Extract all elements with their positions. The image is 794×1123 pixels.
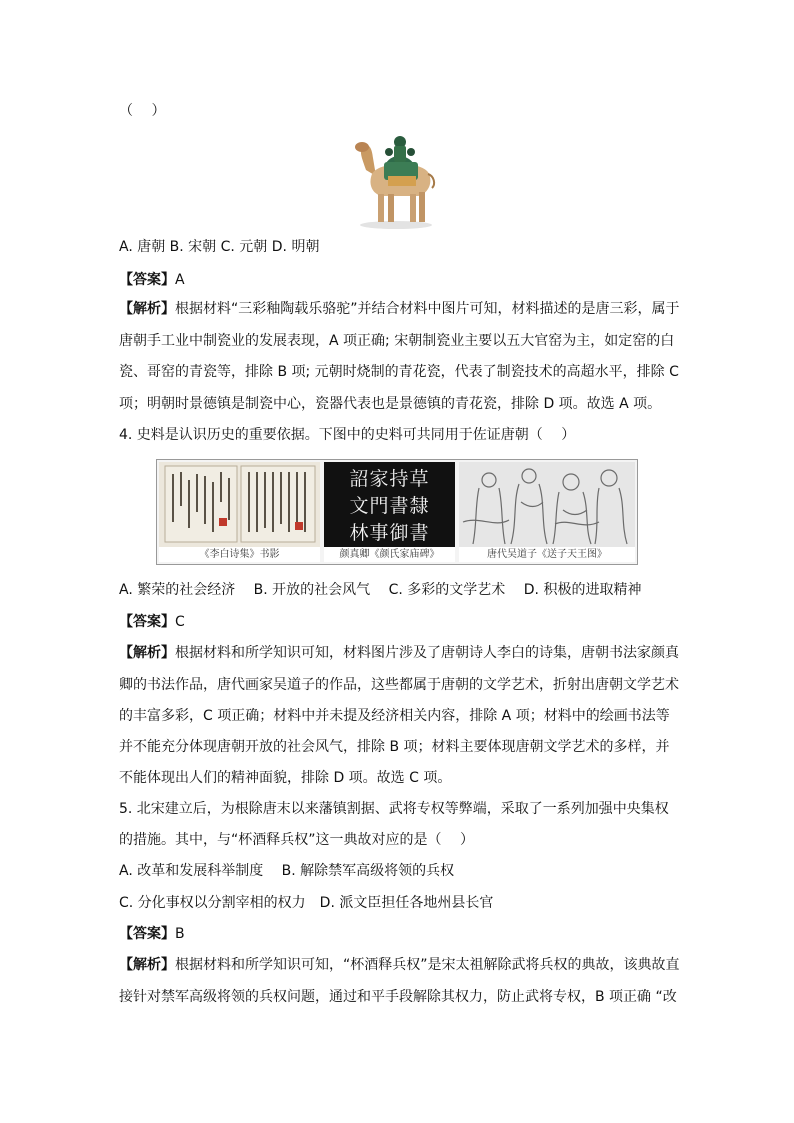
q4-analysis-line-2: 卿的书法作品，唐代画家吴道子的作品，这些都属于唐朝的文学艺术，折射出唐朝文学艺术 xyxy=(119,677,679,693)
q4-analysis-line-1 xyxy=(119,643,679,663)
analysis-text: 根据材料和所学知识可知，材料图片涉及了唐朝诗人李白的诗集，唐朝书法家颜真 xyxy=(175,645,679,661)
wu-daozi-painting-image xyxy=(459,462,635,562)
q5-options-line-2: C. 分化事权以分割宰相的权力 D. 派文臣担任各地州县长官 xyxy=(119,895,494,911)
q5-stem-line-1: 5. 北宋建立后，为根除唐末以来藩镇割据、武将专权等弊端，采取了一系列加强中央集权 xyxy=(119,801,669,817)
q4-stem: 4. 史料是认识历史的重要依据。下图中的史料可共同用于佐证唐朝（ ） xyxy=(119,427,576,443)
caption-wu-daozi: 唐代吴道子《送子天王图》 xyxy=(459,547,635,562)
answer-label: 【答案】 xyxy=(119,614,175,630)
q4-analysis-line-3: 的丰富多彩，C 项正确；材料中并未提及经济相关内容，排除 A 项；材料中的绘画书法等 xyxy=(119,708,670,724)
q5-analysis-line-1 xyxy=(119,955,680,975)
q3-analysis-line-3: 瓷、哥窑的青瓷等，排除 B 项; 元朝时烧制的青花瓷，代表了制瓷技术的高超水平，排除 C xyxy=(119,364,679,380)
q4-options: A. 繁荣的社会经济 B. 开放的社会风气 C. 多彩的文学艺术 D. 积极的进取精神 xyxy=(119,582,642,598)
q3-analysis-line-1 xyxy=(119,299,680,319)
answer-value: C xyxy=(175,614,185,630)
answer-label: 【答案】 xyxy=(119,926,175,942)
q5-analysis-line-2: 接针对禁军高级将领的兵权问题，通过和平手段解除其权力，防止武将专权，B 项正确 “改 xyxy=(119,989,677,1005)
q4-analysis-line-5: 不能体现出人们的精神面貌，排除 D 项。故选 C 项。 xyxy=(119,770,452,786)
calligraphy-row: 詔家持草 xyxy=(349,468,430,490)
q5-stem-line-2: 的措施。其中，与“杯酒释兵权”这一典故对应的是（ ） xyxy=(119,832,474,848)
q3-options: A. 唐朝 B. 宋朝 C. 元朝 D. 明朝 xyxy=(119,239,320,255)
q3-stem-tail: （ ） xyxy=(119,103,166,119)
q5-answer xyxy=(119,924,185,944)
li-bai-poetry-book-image xyxy=(159,462,320,562)
analysis-label: 【解析】 xyxy=(119,301,175,317)
calligraphy-characters xyxy=(330,466,449,547)
q5-options-line-1: A. 改革和发展科举制度 B. 解除禁军高级将领的兵权 xyxy=(119,863,455,879)
analysis-label: 【解析】 xyxy=(119,957,175,973)
caption-yan-zhenqing: 颜真卿《颜氏家庙碑》 xyxy=(324,547,455,562)
yan-zhenqing-stele-image xyxy=(324,462,455,562)
q4-answer xyxy=(119,612,185,632)
calligraphy-row: 文門書隸 xyxy=(349,495,430,517)
answer-label: 【答案】 xyxy=(119,272,175,288)
analysis-text: 根据材料“三彩釉陶载乐骆驼”并结合材料中图片可知，材料描述的是唐三彩，属于 xyxy=(175,301,680,317)
q4-analysis-line-4: 并不能充分体现唐朝开放的社会风气，排除 B 项；材料主要体现唐朝文学艺术的多样，并 xyxy=(119,739,670,755)
q3-answer xyxy=(119,270,185,290)
q3-analysis-line-4: 项；明朝时景德镇是制瓷中心，瓷器代表也是景德镇的青花瓷，排除 D 项。故选 A 项。 xyxy=(119,396,662,412)
q3-analysis-line-2: 唐朝手工业中制瓷业的发展表现，A 项正确; 宋朝制瓷业主要以五大官窑为主，如定窑的白 xyxy=(119,333,675,349)
analysis-label: 【解析】 xyxy=(119,645,175,661)
answer-value: B xyxy=(175,926,185,942)
q4-image-strip xyxy=(156,459,638,565)
answer-value: A xyxy=(175,272,185,288)
calligraphy-row: 林事御書 xyxy=(349,522,430,544)
tang-sancai-camel-figure xyxy=(348,128,444,230)
caption-li-bai: 《李白诗集》书影 xyxy=(159,547,320,562)
analysis-text: 根据材料和所学知识可知，“杯酒释兵权”是宋太祖解除武将兵权的典故，该典故直 xyxy=(175,957,680,973)
